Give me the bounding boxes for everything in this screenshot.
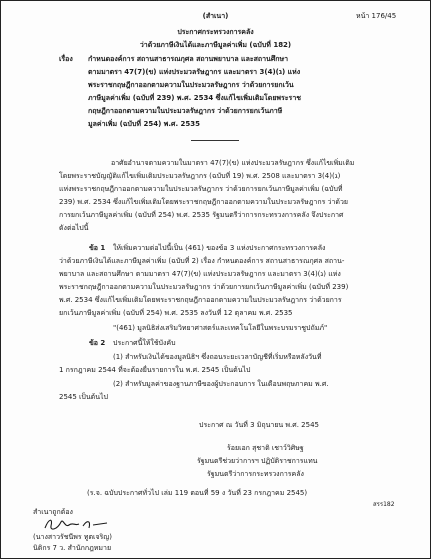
preamble-line: ดังต่อไปนี้ [59, 224, 89, 232]
signatory-name: ร้อยเอก สุชาติ เชาว์วิศิษฐ [227, 444, 304, 452]
clause-1-quote: "(461) มูลนิธิส่งเสริมวิทยาศาสตร์และเทคโนโลยีในพระบรมราชูปถัมภ์" [113, 324, 328, 332]
subject-line: ภาษีมูลค่าเพิ่ม (ฉบับที่ 239) พ.ศ. 2534 ซึ่งแก้ไขเพิ่มเติมโดยพระราช [88, 94, 302, 102]
handwritten-signature [41, 516, 121, 534]
certified-copy-label: สำเนาถูกต้อง [33, 508, 73, 516]
clause-2-intro: ประกาศนี้ให้ใช้บังคับ [113, 339, 176, 347]
clause-2-item: (1) สำหรับเงินได้ของมูลนิธิฯ ซึ่งถอนระยะเวลาบัญชีที่เริ่มหรือหลังวันที่ [113, 353, 322, 361]
subject-line: มูลค่าเพิ่ม (ฉบับที่ 254) พ.ศ. 2535 [88, 120, 201, 128]
clause-2-label: ข้อ 2 [89, 339, 106, 347]
page-number: หน้า 176/45 [356, 12, 397, 20]
preamble-line: แห่งพระราชกฤษฎีกาออกตามความในประมวลรัษฎากร ว่าด้วยการยกเว้นภาษีมูลค่าเพิ่ม (ฉบับที่ [59, 185, 343, 193]
preamble-line: 239) พ.ศ. 2534 ซึ่งแก้ไขเพิ่มเติมโดยพระราชกฤษฎีกาออกตามความในประมวลรัษฎากร ว่าด้วย [59, 198, 348, 206]
clause-2-item: 1 กรกฎาคม 2544 ที่จะต้องยื่นรายการใน พ.ศ. 2545 เป็นต้นไป [59, 366, 251, 374]
preamble-line: โดยพระราชบัญญัติแก้ไขเพิ่มเติมประมวลรัษฎากร (ฉบับที่ 19) พ.ศ. 2508 และมาตรา 3(4)(ג) [59, 172, 341, 180]
clause-2-item: (2) สำหรับมูลค่าของฐานภาษีของผู้ประกอบการ ในเดือนพฤษภาคม พ.ศ. [113, 380, 329, 388]
clause-2-item: 2545 เป็นต้นไป [59, 393, 108, 401]
clause-1-label: ข้อ 1 [89, 244, 106, 252]
classification-label: (สำเนา) [202, 12, 229, 20]
preamble-line: อาศัยอำนาจตามความในมาตรา 47(7)(ข) แห่งประมวลรัษฎากร ซึ่งแก้ไขเพิ่มเติม [111, 159, 355, 167]
clause-1-line: ให้เพิ่มความต่อไปนี้เป็น (461) ของข้อ 3 แห่งประกาศกระทรวงการคลัง [113, 244, 326, 252]
clause-1-line: ว่าด้วยภาษีเงินได้และภาษีมูลค่าเพิ่ม (ฉบับที่ 2) เรื่อง กำหนดองค์การ สถานสาธารณกุศล สถาน- [59, 257, 345, 265]
document-title: ประกาศกระทรวงการคลัง [177, 28, 254, 36]
clause-1-line: พระราชกฤษฎีกาออกตามความในประมวลรัษฎากร ว่าด้วยการยกเว้นภาษีมูลค่าเพิ่ม (ฉบับที่ 239) [59, 283, 349, 291]
announcement-date: ประกาศ ณ วันที่ 3 มิถุนายน พ.ศ. 2545 [199, 421, 319, 429]
signatory-position: รัฐมนตรีว่าการกระทรวงการคลัง [207, 470, 304, 478]
clause-1-line: พ.ศ. 2534 ซึ่งแก้ไขเพิ่มเติมโดยพระราชกฤษฎีกาออกตามความในประมวลรัษฎากร ว่าด้วยการ [59, 296, 342, 304]
certifier-name: (นางสาวรัชนีพร ทูตเจริญ) [33, 533, 113, 541]
document-code: สรร182 [373, 501, 395, 508]
document-subtitle: ว่าด้วยภาษีเงินได้และภาษีมูลค่าเพิ่ม (ฉบับที่ 182) [139, 41, 292, 49]
subject-line: กฤษฎีกาออกตามความในประมวลรัษฎากร ว่าด้วยการยกเว้นภาษี [88, 107, 283, 115]
subject-line: พระราชกฤษฎีกาออกตามความในประมวลรัษฎากร ว่าด้วยการยกเว้น [88, 81, 294, 89]
subject-line: กำหนดองค์การ สถานสาธารณกุศล สถานพยาบาล และสถานศึกษา [88, 55, 289, 63]
signatory-position: รัฐมนตรีช่วยว่าการฯ ปฏิบัติราชการแทน [197, 457, 318, 465]
gazette-reference: (ร.จ. ฉบับประกาศทั่วไป เล่ม 119 ตอนที่ 59 ง วันที่ 23 กรกฎาคม 2545) [87, 489, 308, 497]
preamble-line: การยกเว้นภาษีมูลค่าเพิ่ม (ฉบับที่ 254) พ.ศ. 2535 รัฐมนตรีว่าการกระทรวงการคลัง จึงประกาศ [59, 211, 344, 219]
certifier-position: นิติกร 7 ว. สำนักกฎหมาย [33, 544, 112, 552]
subject-line: ตามมาตรา 47(7)(ข) แห่งประมวลรัษฎากร และมาตรา 3(4)(ג) แห่ง [88, 68, 301, 76]
clause-1-line: ยกเว้นภาษีมูลค่าเพิ่ม (ฉบับที่ 254) พ.ศ. 2535 ลงวันที่ 12 ตุลาคม พ.ศ. 2535 [59, 309, 293, 317]
subject-label: เรื่อง [59, 55, 73, 63]
title-divider [191, 140, 239, 141]
clause-1-line: พยาบาล และสถานศึกษา ตามมาตรา 47(7)(ข) แห่งประมวลรัษฎากร และมาตรา 3(4)(ג) แห่ง [59, 270, 341, 278]
